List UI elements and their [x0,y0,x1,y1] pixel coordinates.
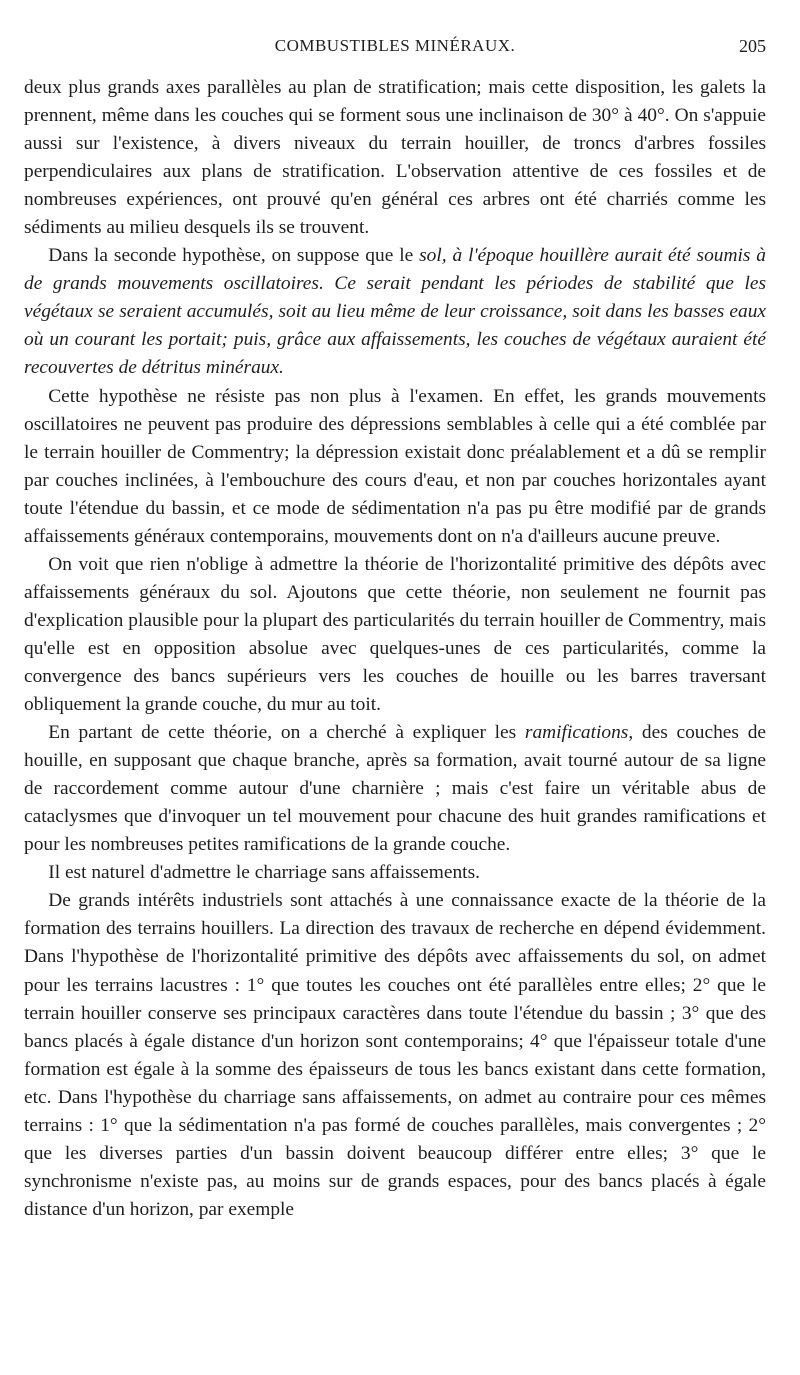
text-run: Cette hypothèse ne résiste pas non plus à l'examen. En effet, les grands mouvements oscillatoires ne peuvent pas produire des dépressions semblables à celle qui a été comblée par le terrain houiller de Commentry; la dépression existait donc préalablement et a dû se remplir par couches inclinées, à l'embouchure des cours d'eau, et non par couches horizontales ayant toute l'étendue du bassin, et ce mode de sédimentation n'a pas pu être modifié par de grands affaissements généraux contemporains, mouvements dont on n'a d'ailleurs aucune preuve. [24,385,766,547]
text-run: En partant de cette théorie, on a cherché à expliquer les [48,722,525,744]
text-run: On voit que rien n'oblige à admettre la théorie de l'horizontalité primitive des dépôts avec affaissements généraux du sol. Ajoutons que cette théorie, non seulement ne fournit pas d'explication plausible pour la plupart des particularités du terrain houiller de Commentry, mais qu'elle est en opposition absolue avec quelques-unes de ces particularités, comme la convergence des bancs supérieurs vers les couches de houille ou les barres traversant obliquement la grande couche, du mur au toit. [24,553,766,716]
text-run: Dans la seconde hypothèse, on suppose que le [48,245,420,267]
paragraph [24,859,766,887]
text-run: Il est naturel d'admettre le charriage sans affaissements. [48,862,480,884]
text-run: De grands intérêts industriels sont attachés à une connaissance exacte de la théorie de la formation des terrains houillers. La direction des travaux de recherche en dépend évidemment. Dans l'hypothèse de l'horizontalité primitive des dépôts avec affaissements du sol, on admet pour les terrains lacustres : 1° que toutes les couches ont été parallèles entre elles; 2° que le terrain houiller conserve ses principaux caractères dans toute l'étendue du bassin ; 3° que des bancs placés à égale distance d'un horizon sont contemporains; 4° que l'épaisseur totale d'une formation est égale à la somme des épaisseurs de tous les bancs existant dans cette formation, etc. Dans l'hypothèse du charriage sans affaissements, on admet au contraire pour ces mêmes terrains : 1° que la sédimentation n'a pas formé de couches parallèles, mais convergentes ; 2° que les diverses parties d'un bassin doivent beaucoup différer entre elles; 3° que le synchronisme n'existe pas, au moins sur de grands espaces, pour des bancs placés à égale distance d'un horizon, par exemple [24,890,766,1220]
italic-text-run: sol, à l'époque houillère aurait été soumis à de grands mouvements oscillatoires. Ce serait pendant les périodes de stabilité que les végétaux se seraient accumulés, soit au lieu même de leur croissance, soit dans les basses eaux où un courant les portait; puis, grâce aux affaissements, les couches de végétaux auraient été recouvertes de détritus minéraux. [24,245,766,379]
paragraph [24,74,766,242]
italic-text-run: ramifications [524,722,629,744]
paragraph [24,383,766,551]
running-head: COMBUSTIBLES MINÉRAUX. [274,36,516,55]
paragraph [24,551,766,719]
text-run: , des couches de houille, en supposant que chaque branche, après sa formation, avait tourné autour de sa ligne de raccordement comme autour d'une charnière ; mais c'est faire un véritable abus de cataclysmes que d'invoquer un tel mouvement pour chacune des huit grandes ramifications et pour les nombreuses petites ramifications de la grande couche. [24,722,766,856]
text-run: deux plus grands axes parallèles au plan de stratification; mais cette disposition, les galets la prennent, même dans les couches qui se forment sous une inclinaison de 30° à 40°. On s'appuie aussi sur l'existence, à divers niveaux du terrain houiller, de troncs d'arbres fossiles perpendiculaires aux plans de stratification. L'observation attentive de ces fossiles et de nombreuses expériences, ont prouvé qu'en général ces arbres ont été charriés comme les sédiments au milieu desquels ils se trouvent. [24,77,766,239]
page-number: 205 [739,36,766,56]
page-header [24,36,766,60]
paragraph [24,887,766,1224]
body-text [24,74,766,1224]
paragraph [24,719,766,859]
paragraph [24,242,766,382]
